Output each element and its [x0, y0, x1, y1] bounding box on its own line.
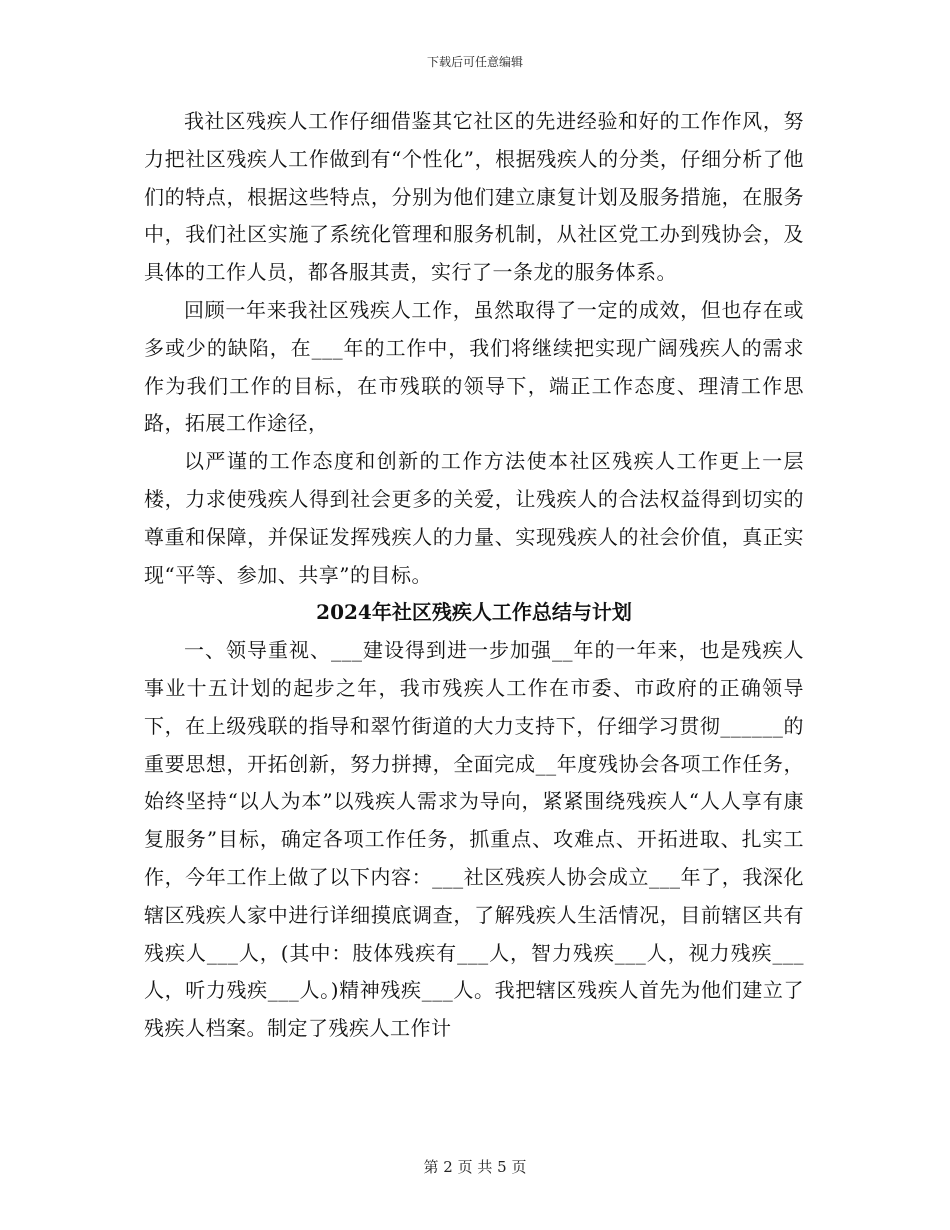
- paragraph-leadership: 一、领导重视、___建设得到进一步加强__年的一年来，也是残疾人事业十五计划的起步之年，我市残疾人工作在市委、市政府的正确领导下，在上级残联的指导和翠竹街道的大力支持下，仔细学习贯彻______的重要思想，开拓创新，努力拼搏，全面完成__年度残协会各项工作任务，始终坚持“以人为本”以残疾人需求为导向，紧紧围绕残疾人“人人享有康复服务”目标，确定各项工作任务，抓重点、攻难点、开拓进取、扎实工作，今年工作上做了以下内容：___社区残疾人协会成立___年了，我深化辖区残疾人家中进行详细摸底调查，了解残疾人生活情况，目前辖区共有残疾人___人，(其中：肢体残疾有___人，智力残疾___人，视力残疾___人，听力残疾___人。)精神残疾___人。我把辖区残疾人首先为他们建立了残疾人档案。制定了残疾人工作计: [144, 638, 804, 1041]
- paragraph-goals: 以严谨的工作态度和创新的工作方法使本社区残疾人工作更上一层楼，力求使残疾人得到社会更多的关爱，让残疾人的合法权益得到切实的尊重和保障，并保证发挥残疾人的力量、实现残疾人的社会价值，真正实现“平等、参加、共享”的目标。: [144, 449, 804, 587]
- paragraph-review: 回顾一年来我社区残疾人工作，虽然取得了一定的成效，但也存在或多或少的缺陷，在___年的工作中，我们将继续把实现广阔残疾人的需求作为我们工作的目标，在市残联的领导下，端正工作态度、理清工作思路，拓展工作途径，: [144, 297, 804, 436]
- paragraph-community-work: 我社区残疾人工作仔细借鉴其它社区的先进经验和好的工作作风，努力把社区残疾人工作做到有“个性化”，根据残疾人的分类，仔细分析了他们的特点，根据这些特点，分别为他们建立康复计划及服务措施，在服务中，我们社区实施了系统化管理和服务机制，从社区党工办到残协会，及具体的工作人员，都各服其责，实行了一条龙的服务体系。: [144, 109, 804, 285]
- page-number-footer: 第 2 页 共 5 页: [423, 1158, 527, 1176]
- page-header-note: 下载后可任意编辑: [426, 55, 523, 69]
- section-title: 2024年社区残疾人工作总结与计划: [316, 600, 632, 625]
- document-body: [144, 103, 804, 1048]
